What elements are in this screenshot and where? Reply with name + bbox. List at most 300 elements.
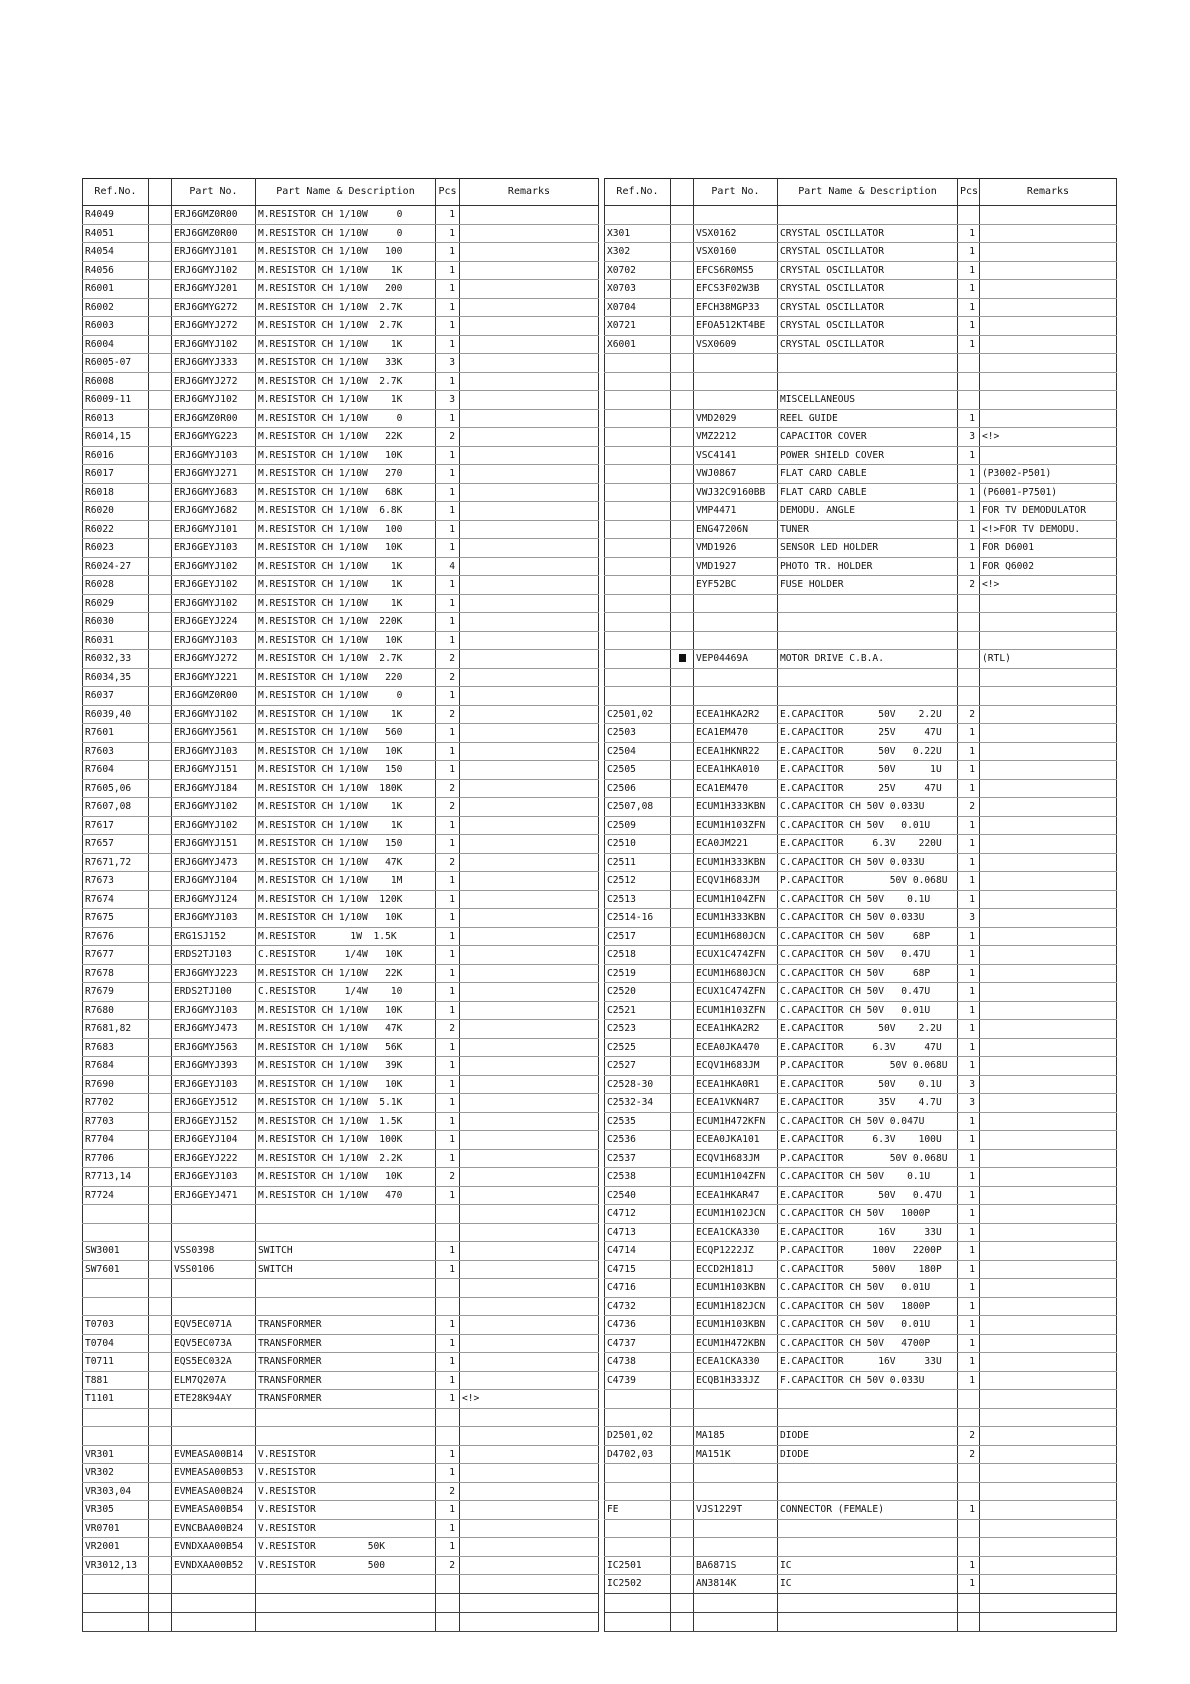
pcs-cell: 1 (958, 835, 980, 854)
ref-cell: X6001 (605, 335, 671, 354)
remarks-cell (980, 1445, 1117, 1464)
table-row (83, 1390, 599, 1409)
description-cell: C.CAPACITOR CH 50V 68P (778, 927, 958, 946)
description-cell: TRANSFORMER (256, 1371, 436, 1390)
pcs-cell (958, 206, 980, 225)
mark-cell (671, 1057, 694, 1076)
ref-cell: T881 (83, 1371, 149, 1390)
part-no-cell: ERJ6GMYJ151 (172, 835, 256, 854)
description-cell: M.RESISTOR CH 1/10W 2.7K (256, 650, 436, 669)
mark-cell (671, 557, 694, 576)
mark-cell (671, 298, 694, 317)
part-no-cell: ERJ6GMYJ103 (172, 446, 256, 465)
table-row (605, 631, 1117, 650)
mark-cell (671, 409, 694, 428)
parts-table-left (82, 178, 599, 1632)
part-no-cell: ERJ6GMYJ561 (172, 724, 256, 743)
remarks-cell (460, 1427, 599, 1446)
pcs-cell: 1 (436, 1464, 460, 1483)
part-no-cell: ERJ6GMZ0R00 (172, 224, 256, 243)
remarks-cell (980, 1334, 1117, 1353)
mark-cell (671, 1316, 694, 1335)
table-row (83, 668, 599, 687)
mark-cell (671, 1297, 694, 1316)
remarks-cell (460, 724, 599, 743)
part-no-cell: ECUM1H103ZFN (694, 1001, 778, 1020)
remarks-cell (460, 1186, 599, 1205)
mark-cell (149, 983, 172, 1002)
remarks-cell: <!> (980, 576, 1117, 595)
table-row (605, 483, 1117, 502)
ref-cell: R7603 (83, 742, 149, 761)
ref-cell: R7704 (83, 1131, 149, 1150)
table-row (83, 280, 599, 299)
ref-cell (605, 483, 671, 502)
ref-cell (605, 372, 671, 391)
part-no-cell: ECQV1H683JM (694, 1149, 778, 1168)
pcs-cell: 1 (958, 1371, 980, 1390)
mark-cell (671, 280, 694, 299)
remarks-cell (460, 1575, 599, 1594)
description-cell: C.CAPACITOR CH 50V 0.47U (778, 946, 958, 965)
remarks-cell (980, 742, 1117, 761)
table-row (83, 983, 599, 1002)
remarks-cell (980, 1149, 1117, 1168)
description-cell: M.RESISTOR CH 1/10W 2.2K (256, 1149, 436, 1168)
ref-cell: C4714 (605, 1242, 671, 1261)
pcs-cell: 1 (958, 483, 980, 502)
mark-cell (149, 1038, 172, 1057)
pcs-cell: 3 (958, 428, 980, 447)
pcs-cell (958, 1594, 980, 1613)
part-no-cell: ECUM1H104ZFN (694, 890, 778, 909)
remarks-cell (980, 1464, 1117, 1483)
part-no-cell (694, 1538, 778, 1557)
table-row (83, 520, 599, 539)
description-cell: M.RESISTOR CH 1/10W 1K (256, 705, 436, 724)
pcs-cell (958, 594, 980, 613)
pcs-cell: 1 (958, 520, 980, 539)
remarks-cell (980, 724, 1117, 743)
remarks-cell (980, 872, 1117, 891)
table-row (83, 224, 599, 243)
mark-cell (671, 1613, 694, 1632)
table-row (83, 1427, 599, 1446)
part-no-cell: VSX0160 (694, 243, 778, 262)
ref-cell: C2537 (605, 1149, 671, 1168)
pcs-cell (958, 613, 980, 632)
ref-cell: T0704 (83, 1334, 149, 1353)
remarks-cell (460, 1464, 599, 1483)
description-cell: E.CAPACITOR 50V 1U (778, 761, 958, 780)
description-cell: FUSE HOLDER (778, 576, 958, 595)
description-cell: M.RESISTOR CH 1/10W 200 (256, 280, 436, 299)
table-row (605, 576, 1117, 595)
parts-table-right (604, 178, 1117, 1632)
mark-cell (149, 280, 172, 299)
remarks-cell (460, 261, 599, 280)
mark-cell (671, 1038, 694, 1057)
mark-cell (671, 243, 694, 262)
pcs-cell (958, 1408, 980, 1427)
pcs-cell: 1 (958, 317, 980, 336)
remarks-cell (980, 983, 1117, 1002)
table-row (605, 539, 1117, 558)
table-row (605, 520, 1117, 539)
ref-cell: R6008 (83, 372, 149, 391)
remarks-cell (460, 761, 599, 780)
part-no-cell: ERJ6GMYJ333 (172, 354, 256, 373)
part-no-cell: ERJ6GMYJ124 (172, 890, 256, 909)
part-no-cell: ERJ6GMYJ103 (172, 742, 256, 761)
remarks-cell (460, 1205, 599, 1224)
part-no-cell: ECEA0JKA470 (694, 1038, 778, 1057)
description-cell: M.RESISTOR CH 1/10W 100 (256, 520, 436, 539)
mark-cell (149, 1242, 172, 1261)
part-no-cell: ERJ6GEYJ102 (172, 576, 256, 595)
table-row (83, 594, 599, 613)
part-no-cell: ERJ6GEYJ152 (172, 1112, 256, 1131)
mark-cell (671, 1334, 694, 1353)
description-cell: M.RESISTOR CH 1/10W 10K (256, 742, 436, 761)
part-no-cell (694, 1594, 778, 1613)
pcs-cell: 1 (958, 1556, 980, 1575)
remarks-cell (460, 280, 599, 299)
pcs-cell: 1 (436, 502, 460, 521)
mark-cell (671, 1390, 694, 1409)
table-row (605, 502, 1117, 521)
table-row (83, 1371, 599, 1390)
part-no-cell: ECA1EM470 (694, 779, 778, 798)
description-cell: P.CAPACITOR 50V 0.068U (778, 872, 958, 891)
part-no-cell: EVMEASA00B54 (172, 1501, 256, 1520)
ref-cell: C2518 (605, 946, 671, 965)
ref-cell: C2540 (605, 1186, 671, 1205)
part-no-cell (694, 668, 778, 687)
table-row (605, 1075, 1117, 1094)
table-header-row (83, 179, 599, 206)
pcs-cell: 1 (436, 983, 460, 1002)
remarks-cell (980, 1131, 1117, 1150)
description-cell: M.RESISTOR CH 1/10W 1K (256, 594, 436, 613)
part-no-cell: ERJ6GMYJ683 (172, 483, 256, 502)
mark-cell (671, 1205, 694, 1224)
pcs-cell: 1 (436, 742, 460, 761)
table-row (83, 909, 599, 928)
table-row (83, 1094, 599, 1113)
pcs-cell: 1 (958, 539, 980, 558)
pcs-cell: 1 (958, 409, 980, 428)
ref-cell: R7657 (83, 835, 149, 854)
pcs-cell: 1 (958, 853, 980, 872)
part-no-cell: ECUM1H680JCN (694, 964, 778, 983)
table-row (83, 890, 599, 909)
table-row (605, 1094, 1117, 1113)
remarks-cell (460, 1020, 599, 1039)
remarks-cell (460, 224, 599, 243)
description-cell: C.RESISTOR 1/4W 10K (256, 946, 436, 965)
mark-cell (671, 261, 694, 280)
description-cell: TRANSFORMER (256, 1334, 436, 1353)
mark-cell (671, 576, 694, 595)
ref-cell: SW7601 (83, 1260, 149, 1279)
remarks-cell (980, 761, 1117, 780)
ref-cell: R7675 (83, 909, 149, 928)
remarks-cell (460, 909, 599, 928)
description-cell: CONNECTOR (FEMALE) (778, 1501, 958, 1520)
ref-cell: X0721 (605, 317, 671, 336)
description-cell: E.CAPACITOR 50V 0.1U (778, 1075, 958, 1094)
pcs-cell: 4 (436, 557, 460, 576)
pcs-cell: 1 (958, 1223, 980, 1242)
ref-cell (605, 613, 671, 632)
part-no-cell: ERJ6GMYJ102 (172, 594, 256, 613)
description-cell: M.RESISTOR CH 1/10W 2.7K (256, 317, 436, 336)
table-row (83, 613, 599, 632)
mark-cell (671, 1075, 694, 1094)
ref-cell: C4732 (605, 1297, 671, 1316)
ref-cell (83, 1594, 149, 1613)
remarks-cell (460, 465, 599, 484)
ref-cell: C2505 (605, 761, 671, 780)
remarks-cell (460, 835, 599, 854)
description-cell: FLAT CARD CABLE (778, 483, 958, 502)
pcs-cell: 1 (436, 835, 460, 854)
ref-cell: R7724 (83, 1186, 149, 1205)
pcs-cell: 1 (436, 1390, 460, 1409)
description-cell: E.CAPACITOR 16V 33U (778, 1353, 958, 1372)
table-row (83, 576, 599, 595)
part-no-cell: ECUM1H103KBN (694, 1316, 778, 1335)
remarks-cell (460, 1334, 599, 1353)
remarks-cell (460, 446, 599, 465)
pcs-cell: 1 (436, 280, 460, 299)
pcs-cell (436, 1223, 460, 1242)
pcs-cell: 1 (436, 446, 460, 465)
table-row (83, 1001, 599, 1020)
part-no-cell: ECQV1H683JM (694, 1057, 778, 1076)
description-cell: TRANSFORMER (256, 1390, 436, 1409)
part-no-cell: EVNCBAA00B24 (172, 1519, 256, 1538)
mark-cell (671, 1242, 694, 1261)
table-row (605, 1168, 1117, 1187)
table-row (605, 465, 1117, 484)
description-cell (256, 1575, 436, 1594)
description-cell: C.CAPACITOR CH 50V 0.01U (778, 816, 958, 835)
description-cell: SENSOR LED HOLDER (778, 539, 958, 558)
pcs-cell: 1 (958, 557, 980, 576)
mark-cell (149, 631, 172, 650)
ref-cell: C2536 (605, 1131, 671, 1150)
ref-cell: R7683 (83, 1038, 149, 1057)
remarks-cell: <!> (980, 428, 1117, 447)
part-no-cell: ERJ6GMYJ201 (172, 280, 256, 299)
table-row (83, 1334, 599, 1353)
part-no-cell (694, 354, 778, 373)
description-cell: P.CAPACITOR 50V 0.068U (778, 1057, 958, 1076)
pcs-cell (958, 354, 980, 373)
mark-cell (671, 520, 694, 539)
part-header: Part No. (172, 179, 256, 206)
description-cell: E.CAPACITOR 25V 47U (778, 724, 958, 743)
mark-cell (149, 1556, 172, 1575)
pcs-cell: 1 (436, 335, 460, 354)
table-row (605, 668, 1117, 687)
remarks-cell (460, 335, 599, 354)
ref-cell: R7604 (83, 761, 149, 780)
description-cell: M.RESISTOR CH 1/10W 0 (256, 206, 436, 225)
ref-cell: R6017 (83, 465, 149, 484)
table-row (83, 742, 599, 761)
remarks-header: Remarks (460, 179, 599, 206)
description-cell: REEL GUIDE (778, 409, 958, 428)
ref-cell: VR305 (83, 1501, 149, 1520)
pcs-cell: 1 (958, 1057, 980, 1076)
table-row (605, 1445, 1117, 1464)
pcs-cell: 1 (958, 261, 980, 280)
pcs-cell (436, 1297, 460, 1316)
pcs-cell: 1 (436, 816, 460, 835)
remarks-cell (460, 520, 599, 539)
pcs-cell (958, 1519, 980, 1538)
mark-cell (149, 1464, 172, 1483)
pcs-cell: 2 (436, 668, 460, 687)
ref-cell: C2506 (605, 779, 671, 798)
table-row (605, 409, 1117, 428)
mark-header (671, 179, 694, 206)
part-no-cell: ERJ6GEYJ103 (172, 1168, 256, 1187)
ref-cell (605, 428, 671, 447)
remarks-cell (980, 835, 1117, 854)
mark-cell (671, 1094, 694, 1113)
part-no-cell: ERJ6GMZ0R00 (172, 687, 256, 706)
part-no-cell (172, 1613, 256, 1632)
description-cell: M.RESISTOR CH 1/10W 150 (256, 761, 436, 780)
mark-cell (671, 631, 694, 650)
mark-cell (671, 224, 694, 243)
pcs-cell (436, 1205, 460, 1224)
ref-cell (605, 687, 671, 706)
ref-cell: C2503 (605, 724, 671, 743)
mark-cell (671, 872, 694, 891)
part-no-cell: ERJ6GEYJ103 (172, 539, 256, 558)
remarks-cell (980, 1279, 1117, 1298)
description-cell (256, 1205, 436, 1224)
part-no-cell: ECUM1H102JCN (694, 1205, 778, 1224)
description-cell: V.RESISTOR (256, 1482, 436, 1501)
table-row (83, 372, 599, 391)
pcs-cell: 1 (436, 1501, 460, 1520)
pcs-cell: 1 (958, 1575, 980, 1594)
table-row (83, 1075, 599, 1094)
table-row (83, 816, 599, 835)
mark-cell (149, 502, 172, 521)
description-cell: M.RESISTOR CH 1/10W 10K (256, 539, 436, 558)
description-cell: C.CAPACITOR CH 50V 0.047U (778, 1112, 958, 1131)
mark-cell (149, 742, 172, 761)
pcs-cell: 1 (436, 409, 460, 428)
ref-cell: X302 (605, 243, 671, 262)
table-row (83, 243, 599, 262)
description-cell: C.CAPACITOR CH 50V 4700P (778, 1334, 958, 1353)
remarks-cell (460, 687, 599, 706)
mark-cell (149, 650, 172, 669)
part-no-cell: ECUM1H333KBN (694, 853, 778, 872)
ref-cell: C4738 (605, 1353, 671, 1372)
part-no-cell: EQV5EC073A (172, 1334, 256, 1353)
part-no-cell: ERJ6GMYJ104 (172, 872, 256, 891)
remarks-cell (980, 1001, 1117, 1020)
remarks-cell (980, 1297, 1117, 1316)
mark-cell (149, 428, 172, 447)
pcs-cell: 1 (436, 1094, 460, 1113)
description-cell (778, 594, 958, 613)
ref-cell: T1101 (83, 1390, 149, 1409)
ref-cell: X0702 (605, 261, 671, 280)
remarks-cell (980, 1519, 1117, 1538)
remarks-cell: <!>FOR TV DEMODU. (980, 520, 1117, 539)
description-cell: CRYSTAL OSCILLATOR (778, 243, 958, 262)
ref-cell: R7681,82 (83, 1020, 149, 1039)
part-no-cell: EQS5EC032A (172, 1353, 256, 1372)
description-cell: V.RESISTOR 500 (256, 1556, 436, 1575)
desc-header: Part Name & Description (256, 179, 436, 206)
part-no-cell: ERJ6GMYJ102 (172, 816, 256, 835)
remarks-cell (980, 224, 1117, 243)
ref-cell: C4712 (605, 1205, 671, 1224)
mark-cell (149, 372, 172, 391)
mark-cell (671, 1445, 694, 1464)
description-cell: M.RESISTOR CH 1/10W 5.1K (256, 1094, 436, 1113)
description-cell: TRANSFORMER (256, 1353, 436, 1372)
part-no-cell: ERJ6GMYJ221 (172, 668, 256, 687)
description-cell: C.CAPACITOR CH 50V 1800P (778, 1297, 958, 1316)
description-cell: C.RESISTOR 1/4W 10 (256, 983, 436, 1002)
ref-cell (83, 1427, 149, 1446)
pcs-cell (958, 391, 980, 410)
remarks-cell (980, 890, 1117, 909)
pcs-cell: 1 (436, 1186, 460, 1205)
description-cell: M.RESISTOR CH 1/10W 68K (256, 483, 436, 502)
pcs-cell: 1 (436, 520, 460, 539)
ref-cell: R6002 (83, 298, 149, 317)
description-cell: M.RESISTOR CH 1/10W 1K (256, 576, 436, 595)
ref-cell: R6013 (83, 409, 149, 428)
pcs-cell: 1 (958, 335, 980, 354)
table-row (605, 594, 1117, 613)
mark-cell (671, 853, 694, 872)
description-cell: M.RESISTOR CH 1/10W 0 (256, 224, 436, 243)
pcs-cell: 1 (958, 1205, 980, 1224)
mark-cell (671, 1501, 694, 1520)
pcs-cell: 1 (436, 1538, 460, 1557)
description-cell: C.CAPACITOR CH 50V 0.033U (778, 798, 958, 817)
table-row (83, 1297, 599, 1316)
mark-cell (149, 1057, 172, 1076)
table-row (605, 964, 1117, 983)
part-no-cell: VMD1926 (694, 539, 778, 558)
part-no-cell: VSS0106 (172, 1260, 256, 1279)
remarks-cell (460, 890, 599, 909)
mark-cell (149, 1371, 172, 1390)
description-cell: M.RESISTOR CH 1/10W 120K (256, 890, 436, 909)
remarks-cell (980, 317, 1117, 336)
remarks-cell (460, 1408, 599, 1427)
pcs-cell: 2 (436, 650, 460, 669)
ref-cell: C4715 (605, 1260, 671, 1279)
mark-cell (671, 465, 694, 484)
remarks-cell (980, 1556, 1117, 1575)
